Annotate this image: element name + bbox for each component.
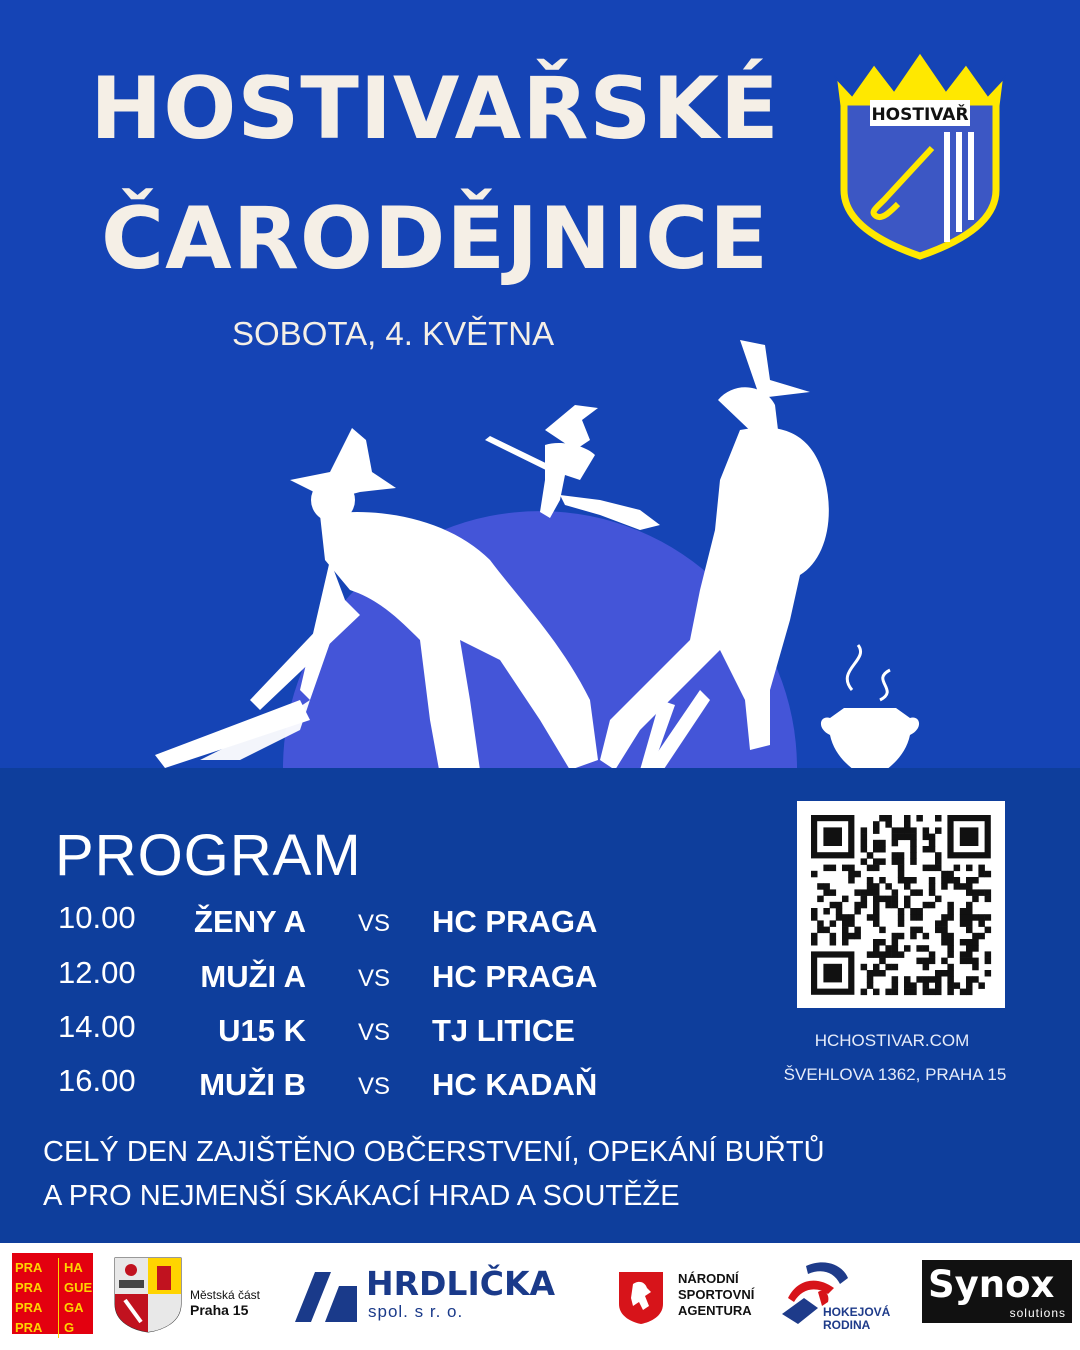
nsa-crest-icon: [617, 1270, 665, 1326]
versus-label: VS: [358, 1019, 391, 1046]
praha-logo-text: GA: [64, 1300, 84, 1315]
praha-logo-text: HA: [64, 1260, 83, 1275]
match-row: [0, 1009, 700, 1059]
hokejova-rodina-text: [823, 1306, 890, 1332]
versus-label: VS: [358, 965, 391, 992]
praha-logo-text: GUE: [64, 1280, 93, 1295]
nsa-text: [678, 1271, 754, 1319]
hokejova-rodina-line-2: RODINA: [823, 1318, 871, 1332]
home-team: U15 K: [218, 1013, 306, 1048]
match-row: [0, 1063, 700, 1113]
away-team: TJ LITICE: [432, 1013, 575, 1048]
address-text: ŠVEHLOVA 1362, PRAHA 15: [783, 1065, 1007, 1084]
match-row: [0, 900, 700, 950]
hrdlicka-subtitle: spol. s r. o.: [368, 1302, 464, 1321]
praha-logo-text: PRA: [15, 1280, 43, 1295]
club-crest-icon: [832, 40, 1008, 260]
cauldron-icon: [821, 645, 919, 768]
hrdlicka-name: HRDLIČKA: [366, 1264, 556, 1303]
match-time: 10.00: [58, 900, 136, 935]
away-team: HC PRAGA: [432, 904, 598, 939]
match-time: 12.00: [58, 955, 136, 990]
nsa-line-3: AGENTURA: [678, 1303, 752, 1318]
synox-subtitle: solutions: [1009, 1306, 1066, 1320]
praha-logo-text: PRA: [15, 1300, 43, 1315]
website-link[interactable]: HCHOSTIVAR.COM: [814, 1031, 970, 1050]
versus-label: VS: [358, 1073, 391, 1100]
hrdlicka-logo-icon: [295, 1272, 357, 1322]
event-date: SOBOTA, 4. KVĚTNA: [232, 315, 555, 352]
praha-logo-text: PRA: [15, 1320, 43, 1335]
away-team: HC KADAŇ: [432, 1067, 598, 1102]
witch-on-broom-icon: [485, 405, 660, 530]
nsa-line-1: NÁRODNÍ: [678, 1271, 739, 1286]
praha-logo: [12, 1253, 93, 1334]
match-row: [0, 955, 700, 1005]
home-team: ŽENY A: [194, 904, 306, 939]
away-team: HC PRAGA: [432, 959, 598, 994]
praha15-crest-icon: [113, 1256, 183, 1333]
praha15-line-1: Městská část: [190, 1288, 261, 1302]
praha-logo-text: G: [64, 1320, 75, 1335]
program-heading: PROGRAM: [55, 823, 362, 888]
title-line-2: ČARODĚJNICE: [101, 189, 769, 289]
qr-code-icon[interactable]: [797, 801, 1005, 1008]
badge-text: HOSTIVAŘ: [871, 105, 969, 125]
synox-name: Synox: [928, 1263, 1055, 1306]
synox-logo: [922, 1260, 1072, 1323]
praha15-text: [190, 1288, 260, 1319]
nsa-line-2: SPORTOVNÍ: [678, 1287, 755, 1302]
info-line-2: A PRO NEJMENŠÍ SKÁKACÍ HRAD A SOUTĚŽE: [43, 1180, 680, 1212]
versus-label: VS: [358, 910, 391, 937]
title-line-1: HOSTIVAŘSKÉ: [90, 59, 780, 159]
info-line-1: CELÝ DEN ZAJIŠTĚNO OBČERSTVENÍ, OPEKÁNÍ BUŘTŮ: [43, 1136, 825, 1168]
home-team: MUŽI A: [200, 959, 306, 994]
praha15-line-2: Praha 15: [190, 1302, 249, 1318]
home-team: MUŽI B: [199, 1067, 306, 1102]
hokejova-rodina-line-1: HOKEJOVÁ: [823, 1305, 891, 1319]
match-time: 16.00: [58, 1063, 136, 1098]
match-time: 14.00: [58, 1009, 136, 1044]
praha-logo-text: PRA: [15, 1260, 43, 1275]
